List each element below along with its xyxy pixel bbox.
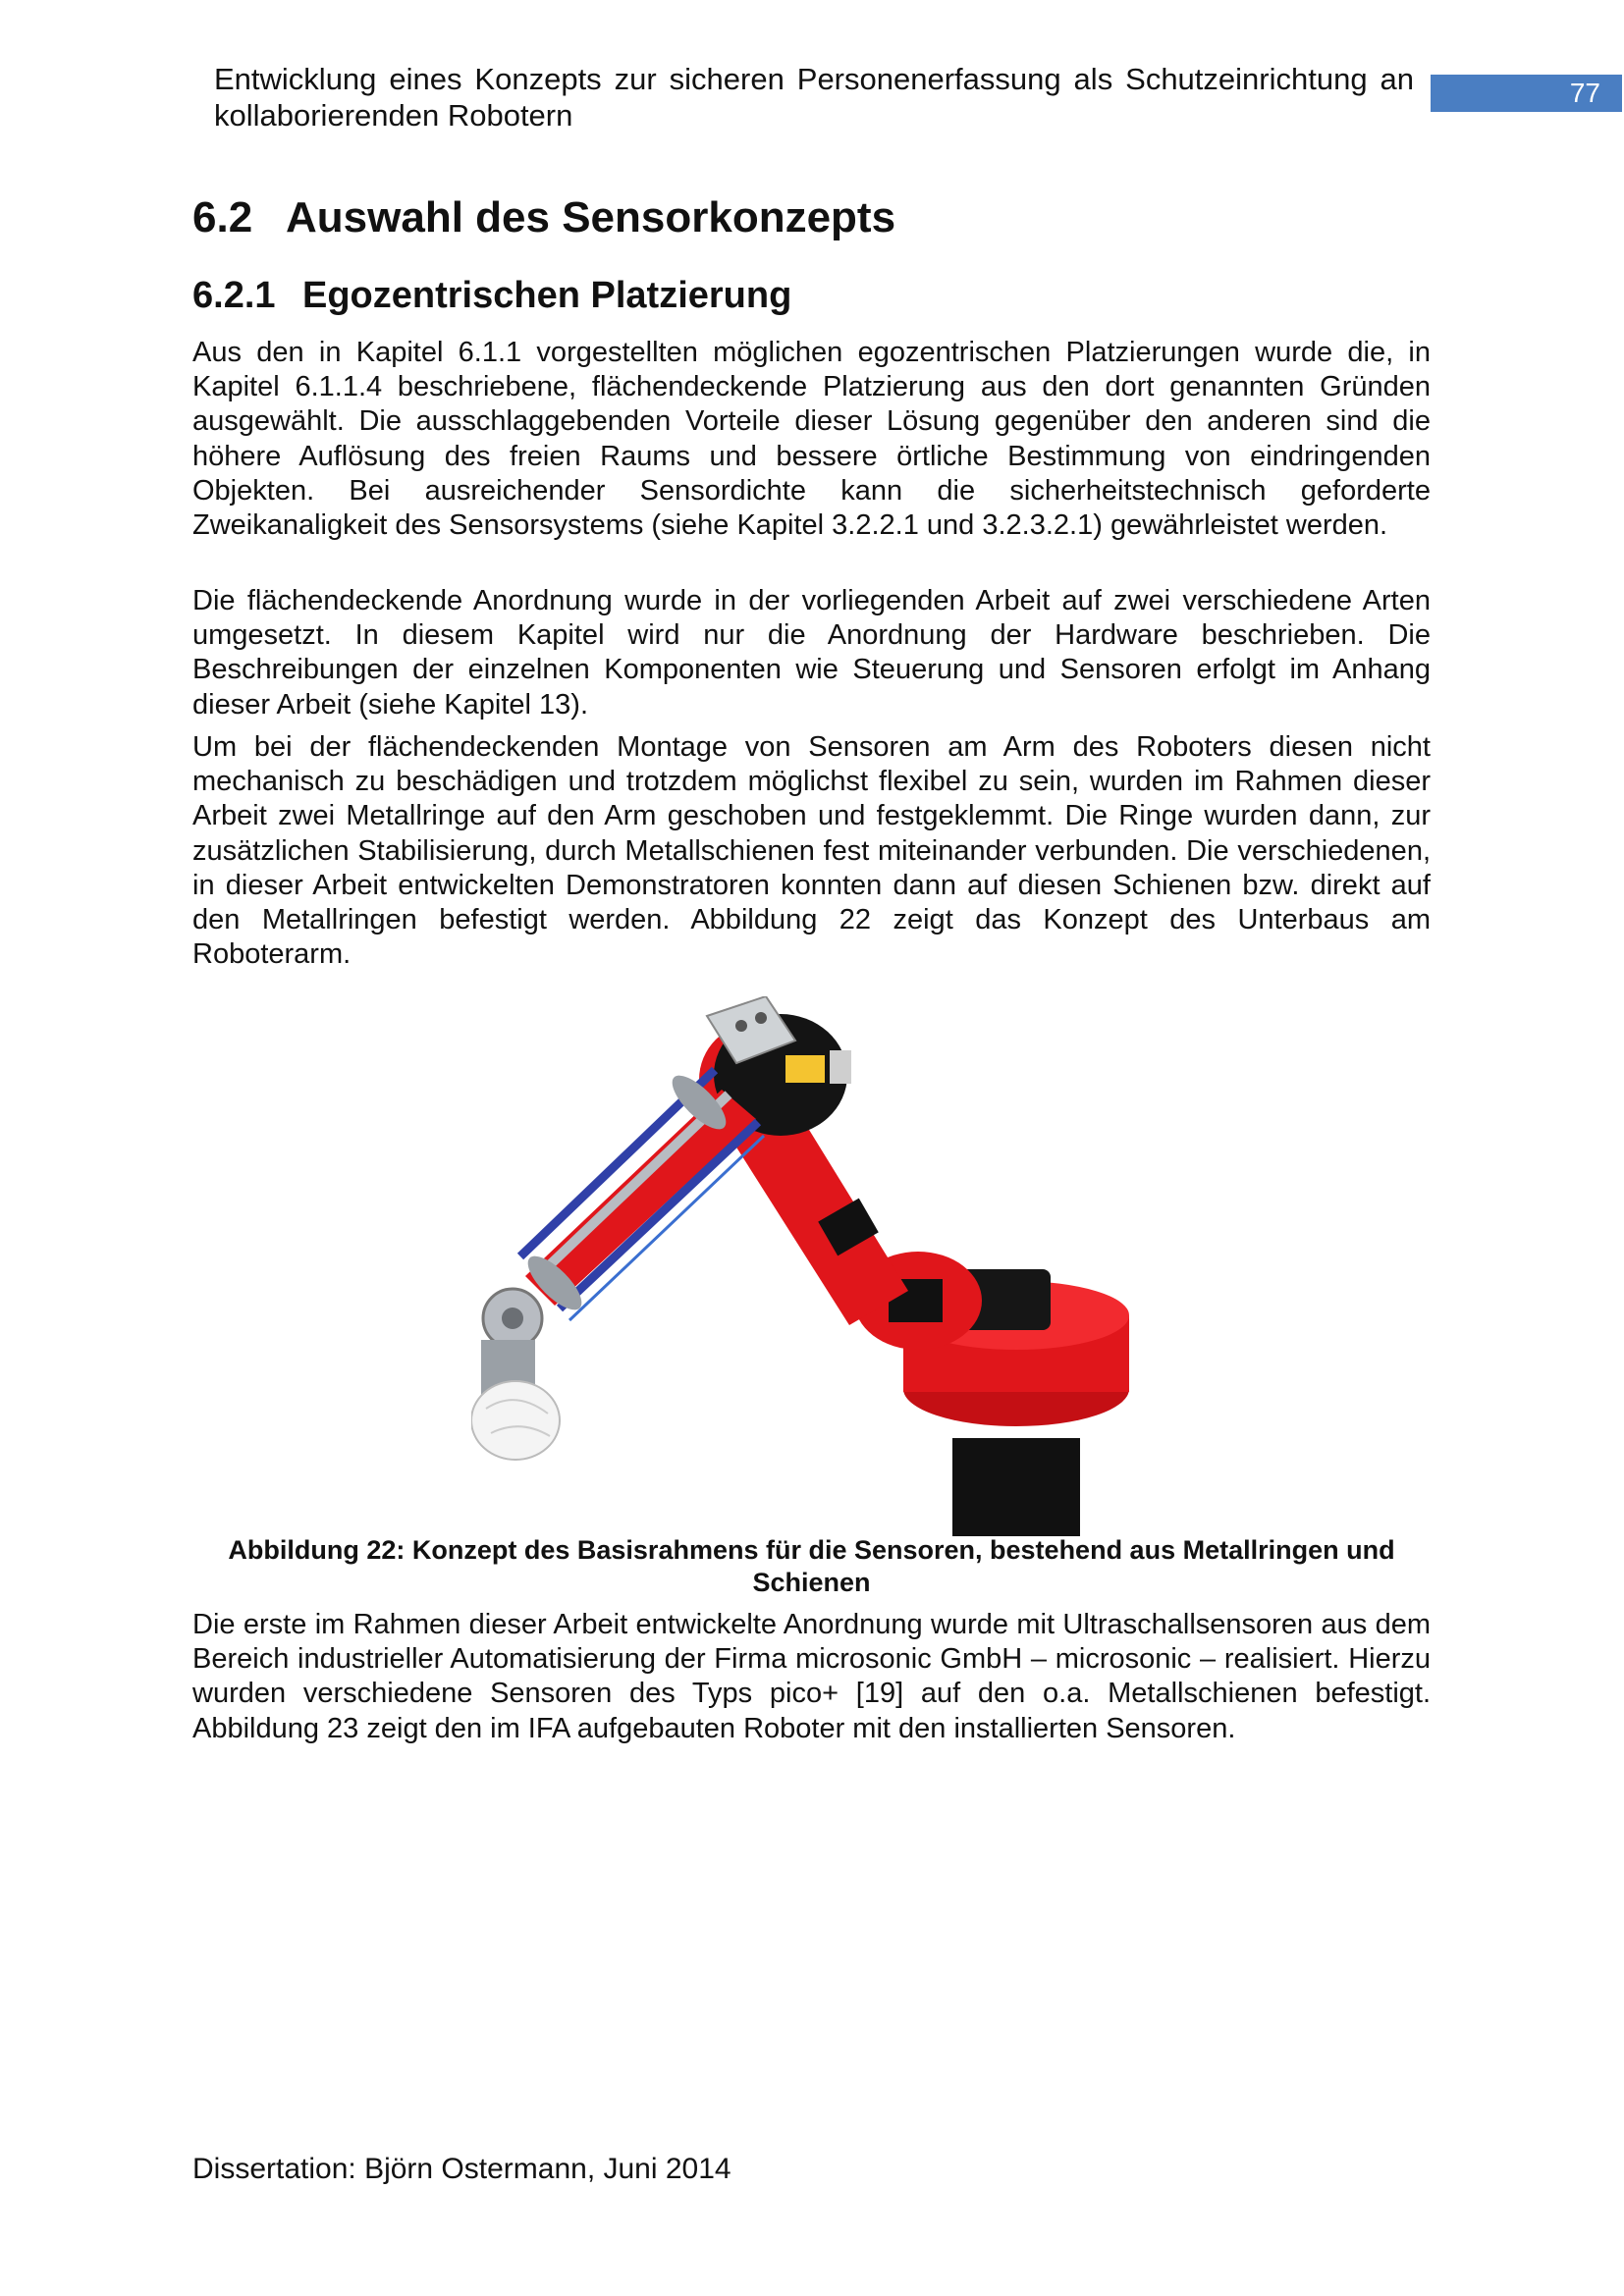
figure-caption: Abbildung 22: Konzept des Basisrahmens für die Sensoren, bestehend aus Metallringen und Schienen — [228, 1535, 1395, 1597]
subsection-heading — [192, 272, 791, 319]
metal-rail-middle — [538, 1095, 729, 1276]
section-title: Auswahl des Sensorkonzepts — [286, 193, 896, 241]
page-number: 77 — [1569, 78, 1600, 108]
robot-base-plinth — [952, 1438, 1080, 1536]
end-effector-cover — [471, 1381, 560, 1460]
robot-arm-illustration — [471, 996, 1159, 1536]
page-number-badge — [1431, 75, 1622, 112]
subsection-number: 6.2.1 — [192, 275, 276, 316]
section-number: 6.2 — [192, 193, 253, 241]
section-heading — [192, 190, 895, 245]
running-header-title: Entwicklung eines Konzepts zur sicheren Personenerfassung als Schutzeinrichtung an kollaborierenden Robotern — [214, 62, 1414, 133]
page-footer: Dissertation: Björn Ostermann, Juni 2014 — [192, 2153, 731, 2185]
robot-arm-figure — [471, 996, 1159, 1536]
subsection-title: Egozentrischen Platzierung — [302, 275, 792, 316]
body-paragraph: Um bei der flächendeckenden Montage von Sensoren am Arm des Roboters diesen nicht mechanisch zu beschädigen und trotzdem möglichst flexibel zu sein, wurden im Rahmen dieser Arbeit zwei Metallringe auf den Arm geschoben und festgeklemmt. Die Ringe wurden dann, zur zusätzlichen Stabilisierung, durch Metallschienen fest miteinander verbunden. Die verschiedenen, in dieser Arbeit entwickelten Demonstratoren konnten dann auf diesen Schienen bzw. direkt auf den Metallringen befestigt werden. Abbildung 22 zeigt das Konzept des Unterbaus am Roboterarm. — [192, 731, 1431, 971]
body-paragraph: Die flächendeckende Anordnung wurde in der vorliegenden Arbeit auf zwei verschiedene Arten umgesetzt. In diesem Kapitel wird nur die Anordnung der Hardware beschrieben. Die Beschreibungen der einzelnen Komponenten wie Steuerung und Sensoren erfolgt im Anhang dieser Arbeit (siehe Kapitel 13). — [192, 585, 1431, 721]
body-paragraph: Die erste im Rahmen dieser Arbeit entwickelte Anordnung wurde mit Ultraschallsensoren aus dem Bereich industrieller Automatisierung der Firma microsonic GmbH – microsonic – realisiert. Hierzu wurden verschiedene Sensoren des Typs pico+ [19] auf den o.a. Metallschienen befestigt. Abbildung 23 zeigt den im IFA aufgebauten Roboter mit den installierten Sensoren. — [192, 1609, 1431, 1744]
body-paragraph: Aus den in Kapitel 6.1.1 vorgestellten möglichen egozentrischen Platzierungen wurde die, in Kapitel 6.1.1.4 beschriebene, flächendeckende Platzierung aus den dort genannten Gründen ausgewählt. Die ausschlaggebenden Vorteile dieser Lösung gegenüber den anderen sind die höhere Auflösung des freien Raums und bessere örtliche Bestimmung von eindringenden Objekten. Bei ausreichender Sensordichte kann die sicherheitstechnisch geforderte Zweikanaligkeit des Sensorsystems (siehe Kapitel 3.2.2.1 und 3.2.3.2.1) gewährleistet werden. — [192, 337, 1431, 542]
relay-module — [785, 1055, 825, 1083]
